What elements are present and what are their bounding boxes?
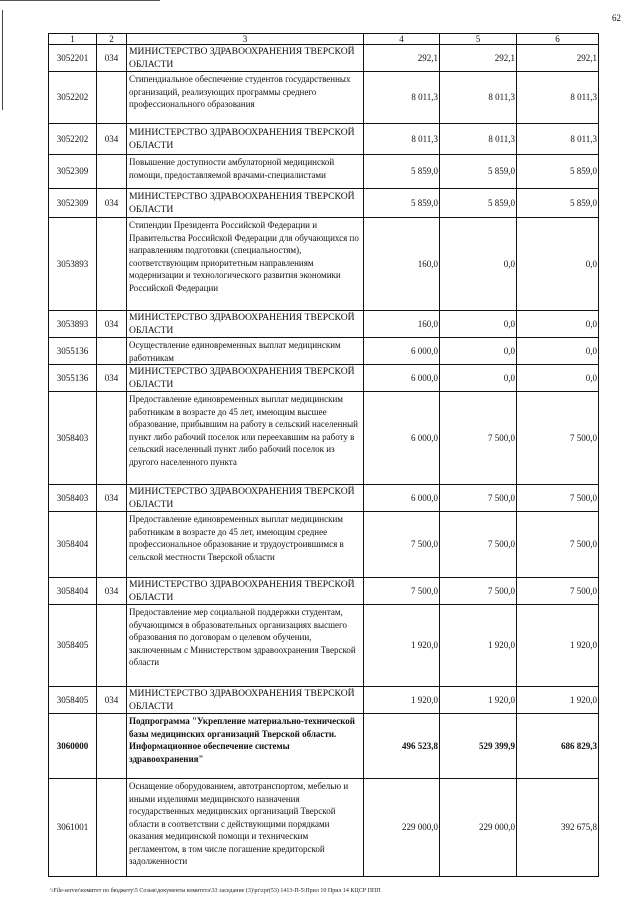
ved-cell [97,218,127,311]
table-row [49,218,599,311]
value-col5-cell: 7 500,0 [440,578,517,605]
code-cell: 3060000 [49,714,97,779]
value-col6-cell: 8 011,3 [517,72,599,124]
value-col5-cell: 7 500,0 [440,485,517,512]
value-col4-cell: 7 500,0 [364,578,440,605]
header-col-1: 1 [49,34,97,45]
value-col6-cell: 7 500,0 [517,512,599,578]
value-col5-cell: 1 920,0 [440,605,517,687]
code-cell: 3058405 [49,605,97,687]
table-row [49,714,599,779]
value-col4-cell: 229 000,0 [364,779,440,877]
value-col4-cell: 6 000,0 [364,338,440,365]
value-col5-cell: 7 500,0 [440,392,517,485]
ved-cell: 034 [97,45,127,72]
code-cell: 3052309 [49,155,97,189]
value-col6-cell: 7 500,0 [517,578,599,605]
value-col4-cell: 1 920,0 [364,687,440,714]
scan-edge-artifact [0,0,160,2]
name-cell: МИНИСТЕРСТВО ЗДРАВООХРАНЕНИЯ ТВЕРСКОЙ ОБЛАСТИ [127,485,364,512]
ved-cell [97,714,127,779]
ved-cell [97,392,127,485]
value-col4-cell: 292,1 [364,45,440,72]
value-col4-cell: 496 523,8 [364,714,440,779]
value-col4-cell: 1 920,0 [364,605,440,687]
table-row [49,605,599,687]
table-row [49,311,599,338]
name-cell: Стипендии Президента Российской Федерации и Правительства Российской Федерации для обучающихся по направлениям подготовки (специальностям), соответствующим приоритетным направлениям модернизации и технологического развития экономики Российской Федерации [127,218,364,311]
value-col6-cell: 5 859,0 [517,155,599,189]
value-col5-cell: 0,0 [440,311,517,338]
ved-cell [97,338,127,365]
code-cell: 3053893 [49,218,97,311]
value-col6-cell: 0,0 [517,218,599,311]
ved-cell: 034 [97,365,127,392]
code-cell: 3061001 [49,779,97,877]
header-col-4: 4 [364,34,440,45]
value-col4-cell: 5 859,0 [364,155,440,189]
value-col6-cell: 1 920,0 [517,687,599,714]
value-col5-cell: 5 859,0 [440,155,517,189]
value-col6-cell: 5 859,0 [517,189,599,218]
value-col4-cell: 6 000,0 [364,485,440,512]
table-row [49,485,599,512]
name-cell: Оснащение оборудованием, автотранспортом, мебелью и иными изделиями медицинского назначения государственных медицинских организаций Тверской области в соответствии с действующими порядками оказания медицинской помощи и техническим регламентом, в том числе погашение кредиторской задолженности [127,779,364,877]
name-cell: МИНИСТЕРСТВО ЗДРАВООХРАНЕНИЯ ТВЕРСКОЙ ОБЛАСТИ [127,578,364,605]
value-col6-cell: 0,0 [517,365,599,392]
table-row [49,392,599,485]
table-row [49,365,599,392]
value-col4-cell: 6 000,0 [364,365,440,392]
header-col-2: 2 [97,34,127,45]
value-col4-cell: 160,0 [364,218,440,311]
header-col-6: 6 [517,34,599,45]
table-row [49,124,599,155]
code-cell: 3052201 [49,45,97,72]
name-cell: МИНИСТЕРСТВО ЗДРАВООХРАНЕНИЯ ТВЕРСКОЙ ОБЛАСТИ [127,189,364,218]
code-cell: 3058403 [49,392,97,485]
code-cell: 3055136 [49,338,97,365]
budget-table [48,33,599,877]
code-cell: 3058404 [49,512,97,578]
name-cell: Предоставление мер социальной поддержки студентам, обучающимся в образовательных организациях высшего образования по договорам о целевом обучении, заключенным с Министерством здравоохранения Тверской области [127,605,364,687]
value-col5-cell: 7 500,0 [440,512,517,578]
code-cell: 3055136 [49,365,97,392]
ved-cell [97,605,127,687]
table-row [49,687,599,714]
name-cell: МИНИСТЕРСТВО ЗДРАВООХРАНЕНИЯ ТВЕРСКОЙ ОБЛАСТИ [127,124,364,155]
table-body [49,45,599,877]
value-col5-cell: 0,0 [440,218,517,311]
table-row [49,578,599,605]
name-cell: Предоставление единовременных выплат медицинским работникам в возрасте до 45 лет, имеющим среднее профессиональное образование и трудоустроившимся в сельской местности Тверской области [127,512,364,578]
table-header-row [49,34,599,45]
table-row [49,45,599,72]
value-col6-cell: 7 500,0 [517,485,599,512]
value-col6-cell: 8 011,3 [517,124,599,155]
value-col4-cell: 8 011,3 [364,72,440,124]
table-row [49,338,599,365]
name-cell: МИНИСТЕРСТВО ЗДРАВООХРАНЕНИЯ ТВЕРСКОЙ ОБЛАСТИ [127,311,364,338]
value-col5-cell: 229 000,0 [440,779,517,877]
code-cell: 3058404 [49,578,97,605]
name-cell: МИНИСТЕРСТВО ЗДРАВООХРАНЕНИЯ ТВЕРСКОЙ ОБЛАСТИ [127,365,364,392]
file-path-footer: \\File-server\комитет по бюджету\5 Созыв\документы комитета\33 заседание (3)\pr\zpr(53) 1413-П-5\Прил 10 Прил 14 КЦСР ППП [50,888,381,894]
scan-left-artifact [2,10,3,110]
value-col4-cell: 5 859,0 [364,189,440,218]
ved-cell: 034 [97,124,127,155]
ved-cell: 034 [97,578,127,605]
name-cell: Подпрограмма "Укрепление материально-технической базы медицинских организаций Тверской области. Информационное обеспечение системы здравоохранения" [127,714,364,779]
name-cell: Повышение доступности амбулаторной медицинской помощи, предоставляемой врачами-специалистами [127,155,364,189]
value-col4-cell: 8 011,3 [364,124,440,155]
ved-cell: 034 [97,485,127,512]
code-cell: 3058403 [49,485,97,512]
value-col4-cell: 6 000,0 [364,392,440,485]
table-row [49,189,599,218]
name-cell: МИНИСТЕРСТВО ЗДРАВООХРАНЕНИЯ ТВЕРСКОЙ ОБЛАСТИ [127,687,364,714]
ved-cell: 034 [97,687,127,714]
value-col6-cell: 686 829,3 [517,714,599,779]
value-col5-cell: 5 859,0 [440,189,517,218]
value-col5-cell: 0,0 [440,338,517,365]
name-cell: МИНИСТЕРСТВО ЗДРАВООХРАНЕНИЯ ТВЕРСКОЙ ОБЛАСТИ [127,45,364,72]
code-cell: 3052202 [49,124,97,155]
table-row [49,512,599,578]
page-number: 62 [612,13,621,23]
value-col6-cell: 392 675,8 [517,779,599,877]
value-col4-cell: 160,0 [364,311,440,338]
value-col5-cell: 0,0 [440,365,517,392]
name-cell: Осуществление единовременных выплат медицинским работникам [127,338,364,365]
table-row [49,155,599,189]
ved-cell [97,72,127,124]
code-cell: 3053893 [49,311,97,338]
ved-cell: 034 [97,189,127,218]
header-col-5: 5 [440,34,517,45]
code-cell: 3052309 [49,189,97,218]
value-col4-cell: 7 500,0 [364,512,440,578]
name-cell: Предоставление единовременных выплат медицинским работникам в возрасте до 45 лет, имеющим высшее образование, прибывшим на работу в сельский населенный пункт либо рабочий поселок или переехавшим на работу в сельский населенный пункт либо рабочий поселок из другого населенного пункта [127,392,364,485]
value-col6-cell: 1 920,0 [517,605,599,687]
code-cell: 3058405 [49,687,97,714]
value-col5-cell: 8 011,3 [440,72,517,124]
code-cell: 3052202 [49,72,97,124]
ved-cell [97,512,127,578]
table-row [49,779,599,877]
value-col5-cell: 529 399,9 [440,714,517,779]
value-col6-cell: 0,0 [517,338,599,365]
value-col6-cell: 0,0 [517,311,599,338]
ved-cell [97,779,127,877]
table-row [49,72,599,124]
value-col5-cell: 1 920,0 [440,687,517,714]
value-col5-cell: 292,1 [440,45,517,72]
ved-cell: 034 [97,311,127,338]
header-col-3: 3 [127,34,364,45]
value-col5-cell: 8 011,3 [440,124,517,155]
value-col6-cell: 7 500,0 [517,392,599,485]
value-col6-cell: 292,1 [517,45,599,72]
ved-cell [97,155,127,189]
name-cell: Стипендиальное обеспечение студентов государственных организаций, реализующих программы среднего профессионального образования [127,72,364,124]
